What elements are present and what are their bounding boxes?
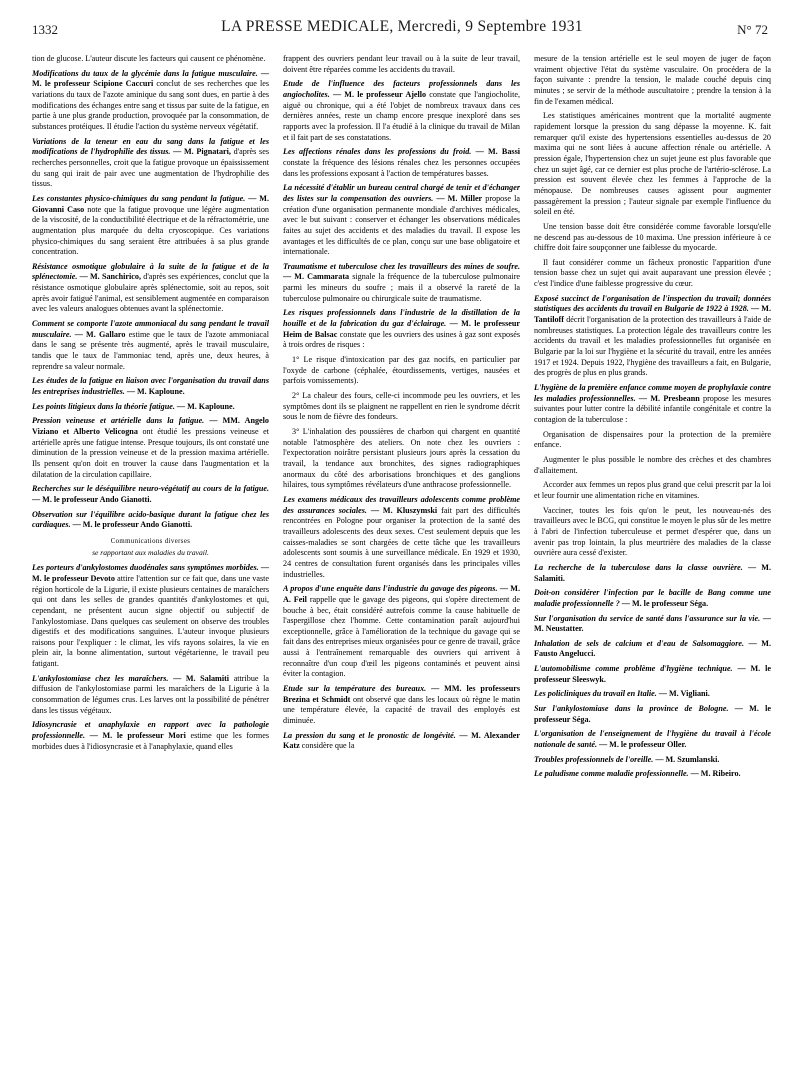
article-body: d'après ses expériences, conclut que la résistance osmotique globulaire après splénectomie, soit au repos, soit après avoir fatigué l'animal, est sensiblement augmentée en comparaison avec les valeurs analogues obtenues avant la splénectomie. [32,272,269,314]
article-title: La pression du sang et le pronostic de longévité. [283,730,460,740]
article-title: A propos d'une enquête dans l'industrie du gavage des pigeons. [283,584,500,594]
article-body: fait part des difficultés rencontrées en Pologne pour organiser la protection de la santé des travailleurs adolescents des deux sexes. C'est seulement depuis que les caisses-maladies se sont chargées de cette tâche que les travailleurs adolescents sont soumis à une surveillance médicale. En 1929 et 1930, 24 centres de consultation furent organisés dans les principales villes industrielles. [283,505,520,579]
article-body: note que la fatigue provoque une légère augmentation de la viscosité, de la conductibilité électrique et de la réfractométrie, une augmentation plus marquée du delta cryoscopique. Ces variations physico-chimiques du sang seraient être attribuées à sa plus grande concentration. [32,204,269,257]
article-author: — M. Kaploune. [176,401,235,411]
article-title: Les risques professionnels dans l'industrie de la distillation de la houille et de la fabrication du gaz d'éclairage. [283,308,520,329]
article-body: d'après ses recherches personnelles, croit que la fatigue provoque un épaississement du sang qui irait de pair avec une augmentation de l'hydrophilie des tissus. [32,147,269,189]
article-body: attire l'attention sur ce fait que, dans une vaste région horticole de la Ligurie, il existe plusieurs centaines de maraîchers qui ont dans les selles de grandes quantités d'ankylostomes et qui, cependant, ne présentent aucun signe objectif ou subjectif de l'ankylostomiase. Dans quelques cas seulement on observe des troubles digestifs et des modifications sanguines. L'auteur invoque plusieurs raisons pour l'expliquer : le climat, les vifs rayons solaires, la vie en plein air, la bonne alimentation, surtout végétarienne, le travail peu fatigant. [32,573,269,669]
page-header [32,18,772,40]
article-author: — M. Cammarata [283,272,350,282]
article-text [283,262,520,305]
risk-item: 2° La chaleur des fours, celle-ci incommode peu les ouvriers, et les symptômes dont ils se plaignent ne rappellent en rien le syndrome décrit sous le nom de fièvre des fondeurs. [283,391,520,422]
column-3 [534,54,771,1074]
article-text [534,769,771,780]
article-title: La nécessité d'établir un bureau central chargé de tenir et d'échanger des listes sur la compensation des ouvriers. [283,183,520,203]
article-text [32,674,269,717]
article-author: — M. Giovanni Caso [32,193,269,214]
article-body: considère que la [299,741,355,751]
article [283,262,520,305]
article-text [534,614,771,635]
article-author: — MM. Angelo Viziano et Alberto Velicogna [32,416,269,436]
article-author: — M. Miller [436,193,483,203]
section-title: Communications diverses [110,537,191,545]
article-text [32,484,269,505]
text-columns [32,54,772,1074]
article [32,319,269,372]
article [32,674,269,717]
article [534,769,771,780]
article-text [32,720,269,752]
article-body: estime que le taux de l'azote ammoniacal dans le sang se présente très augmenté, après le travail musculaire, tandis que le taux de l'ammoniac tend, après une, deux heures, à reprendre sa valeur normale. [32,329,269,371]
article-title: Troubles professionnels de l'oreille. [534,754,656,764]
page-number: 1332 [32,22,58,37]
article-title: Les porteurs d'ankylostomes duodénales sans symptômes morbides. [32,563,261,573]
article-title: Observation sur l'équilibre acido-basique durant la fatigue chez les cardiaques. [32,509,269,530]
article-title: Modifications du taux de la glycémie dans la fatigue musculaire. [32,68,261,78]
article-text [283,308,520,351]
article-author: — M. A. Feil [283,584,520,604]
article-author: — M. le professeur Devoto [32,563,269,583]
article [534,294,771,379]
measure-item: Accorder aux femmes un repos plus grand que celui prescrit par la loi et leur fournir une alimentation riche en vitamines. [534,480,771,500]
article-title: Résistance osmotique globulaire à la suite de la fatigue et de la splénectomie. [32,261,269,282]
article-title: Idiosyncrasie et anaphylaxie en rapport avec la pathologie professionnelle. [32,720,269,741]
article [534,729,771,750]
article [283,308,520,351]
article-author: — M. Alexander Katz [283,730,520,751]
article [32,194,269,258]
article-author: — M. le professeur Ajello [332,89,427,99]
article-text [283,183,520,258]
article [534,563,771,584]
article-title: Les affections rénales dans les professions du froid. [283,147,476,157]
article-text [32,510,269,531]
article [32,137,269,190]
article-body: rappelle que le gavage des pigeons, qui s'opère directement de bouche à bec, était considéré autrefois comme la cause habituelle de l'aspergillose chez l'homme. Cette contamination paraît aujourd'hui exceptionnelle, grâce à l'amélioration de la technique du gavage qui se fait dans des entreprises mieux organisées pour ce genre de travail, grâce aussi à l'entraînement remarquable des ouvriers qui arrivent à reconnaître d'un coup d'œil les pigeons contaminés et peuvent ainsi éviter la contagion. [283,594,520,679]
article-author: — M. le professeur Sleeswyk. [534,664,771,684]
article-title: Les examens médicaux des travailleurs adolescents comme problème des assurances sociales. [283,494,520,515]
article-author: — M. le professeur Scipione Caccuri [32,68,269,89]
article [32,484,269,505]
article-author: — M. Neustatter. [534,613,771,634]
lead-text: Une tension basse doit être considérée comme favorable lorsqu'elle ne descend pas au-dessous de 10 maxima. Une pression inférieure à ce chiffre doit faire soupçonner une faiblesse du myocarde. [534,221,771,253]
article-author: — M. le professeur Séga. [534,704,771,724]
article-author: — M. Presbeann [638,393,700,403]
lead-text: tion de glucose. L'auteur discute les facteurs qui causent ce phénomène. [32,54,266,63]
article-title: L'hygiène de la première enfance comme moyen de prophylaxie contre les maladies professionnelles. [534,383,771,403]
article-title: L'ankylostomiase chez les maraîchers. [32,673,174,683]
article-author: — M. Kluszymski [370,505,438,515]
article [534,383,771,426]
article-author: — M. Kaploune. [126,387,185,397]
article [534,588,771,609]
article-author: — M. Fausto Angelucci. [534,638,771,659]
article-title: Etude sur la température des bureaux. [283,684,432,694]
article-text [283,495,520,580]
column-2 [283,54,520,1074]
article [32,402,269,413]
article-text [32,319,269,372]
article-body: ont étudié les pressions veineuse et artérielle après une fatigue intense. Presque toujours, ils ont constaté une diminution de la pression veineuse et de la pression maxima artérielle. Ils pensent qu'on doit en trouver la cause dans l'augmentation et la dilatation de la circulation capillaire. [32,427,269,479]
article [534,664,771,685]
article-text [283,147,520,179]
article-author: — M. Salamiti. [534,562,771,583]
article [534,704,771,725]
article-author: — MM. les professeurs Brezina et Schmidt [283,684,520,704]
article-text [283,584,520,680]
article [32,720,269,752]
article-text [534,729,771,750]
article-title: Les policliniques du travail en Italie. [534,689,659,699]
article-title: Comment se comporte l'azote ammoniacal du sang pendant le travail musculaire. [32,319,269,339]
article-author: — M. Salamiti [173,673,230,683]
article-text [32,194,269,258]
section-subtitle: se rapportant aux maladies du travail. [92,547,209,557]
article-author: — M. le professeur Oller. [599,740,687,750]
article-title: Les études de la fatigue en liaison avec l'organisation du travail dans les entreprises industrielles. [32,376,269,397]
article [32,262,269,315]
measure-item: Augmenter le plus possible le nombre des crèches et des chambres d'allaitement. [534,454,771,475]
article-title: Doit-on considérer l'infection par le bacille de Bang comme une maladie professionnelle ? [534,588,771,608]
article-text [32,137,269,190]
article-body: ont observé que dans les locaux où règne le matin une température élevée, la capacité de travail des employés est diminuée. [283,694,520,726]
article [32,510,269,531]
article-title: Etude de l'influence des facteurs professionnels dans les angiocholites. [283,79,520,99]
article-text [32,376,269,397]
article [534,639,771,660]
article [283,147,520,179]
article-text [534,588,771,609]
article-text [32,262,269,315]
article-author: — M. Vigliani. [658,689,710,699]
article-author: — M. le professeur Ando Gianotti. [32,494,152,504]
article-text [283,684,520,727]
article-text [534,704,771,725]
column-1 [32,54,269,1074]
article-author: — M. Gallaro [74,329,126,339]
risk-item: 1° Le risque d'intoxication par des gaz nocifs, en particulier par l'oxyde de carbone (céphalée, étourdissements, vertiges, nausées et parfois vomissements). [283,355,520,386]
article-body: décrit l'organisation de la protection des travailleurs à l'aide de nombreuses statistiques. La protection légale des travailleurs contre les accidents du travail et les maladies professionnelles fut organisée en Bulgarie par la loi sur l'hygiène et la sécurité du travail, entre les années 1917 et 1924. Depuis 1922, l'hygiène des travailleurs a fait, en Bulgarie, des progrès de plus en plus grands. [534,315,771,378]
article-text [534,383,771,426]
article [283,495,520,580]
article-text [32,402,269,413]
article [534,614,771,635]
article [534,689,771,700]
article-text [283,79,520,143]
article-body: constate que l'angiocholite, aiguë ou chronique, qui a été l'objet de nombreux travaux dans ces dernières années, reste un champ encore presque inexploré dans ses rapports avec la profession. Il l'a étudié à la clinique du travail de Milan et il fait part de ses constatations. [283,89,520,142]
article-author: — M. le professeur Mori [89,731,186,741]
article-author: — M. Tantiloff [534,304,771,325]
article-author: — M. Ribeiro. [690,769,741,779]
article-title: Les constantes physico-chimiques du sang pendant la fatigue. [32,193,249,203]
measure-item: Organisation de dispensaires pour la protection de la première enfance. [534,429,771,450]
article-title: Sur l'ankylostomiase dans la province de Bologne. [534,704,735,714]
article-text [534,664,771,685]
article [32,69,269,133]
article [283,183,520,258]
article-title: Variations de la teneur en eau du sang dans la fatigue et les modifications de l'hydrophilie des tissus. [32,136,269,157]
article-author: — M. le professeur Heim de Balsac [283,319,520,339]
article-title: Pression veineuse et artérielle dans la fatigue. [32,416,210,426]
lead-text: frappent des ouvriers pendant leur travail ou à la suite de leur travail, doivent être réparées comme les accidents du travail. [283,54,520,74]
article-body: conclut de ses recherches que les variations du taux de l'azote aminique du sang sont dues, en partie à des modifications des échanges entre sang et tissus par suite de la fatigue, en partie à une plus grande production, provoquée par la consommation, de substances protéiques. Il étudie l'action du système nerveux végétatif. [32,79,269,131]
article-text [534,689,771,700]
article-author: — M. le professeur Ando Gianotti. [72,520,193,530]
article-title: L'organisation de l'enseignement de l'hygiène du travail à l'école nationale de santé. [534,729,771,750]
article [283,684,520,727]
article-text [283,731,520,752]
article-body: propose la création d'une organisation permanente mondiale d'archives médicales, avec le but suivant : conserver et échanger les observations médicales faites au sujet des accidents et des maladies du travail. Il expose les avantages et les difficultés de ce plan, conçu sur une base obligatoire et internationale. [283,193,520,257]
article-author: — M. Szumlanski. [655,754,720,764]
article-text [32,69,269,133]
issue-number: N° 72 [737,22,768,37]
article [32,416,269,480]
article-title: Les points litigieux dans la théorie fatigue. [32,401,177,411]
article [283,79,520,143]
article-title: Le paludisme comme maladie professionnelle. [534,769,691,779]
article-title: Inhalation de sels de calcium et d'eau de Salsomaggiore. [534,638,749,648]
article-author: — M. Bassi [475,147,520,157]
article-text [32,563,269,670]
article-author: — M. Sanchirico, [79,272,141,282]
article-body: estime que les formes morbides dues à l'idiosyncrasie et à l'anaphylaxie, quand elles [32,731,269,751]
article [534,755,771,766]
article-text [534,755,771,766]
article [283,584,520,680]
article-text [534,639,771,660]
article-body: signale la fréquence de la tuberculose pulmonaire parmi les mineurs du soufre ; mais il a observé la rareté de la tuberculose pulmonaire ou chirurgicale suite de traumatisme. [283,272,520,303]
article-text [534,563,771,584]
article-title: La recherche de la tuberculose dans la classe ouvrière. [534,562,748,572]
article-text [534,294,771,379]
risk-item: 3° L'inhalation des poussières de charbon qui chargent en quantité notable l'atmosphère des ateliers. On note chez les ouvriers : l'expectoration noirâtre persistant plusieurs jours après la cessation du travail, la tendance aux bronchites, des signes radiographiques anormaux du côté des arborisations bronchiques et des ganglions hilaires, tous symptômes révélateurs d'une anthracose professionnelle. [283,427,520,490]
article [32,563,269,670]
article-author: — M. le professeur Séga. [621,598,709,608]
article-title: Exposé succinct de l'organisation de l'inspection du travail; données statistiques des accidents du travail en Bulgarie de 1922 à 1928. [534,293,771,314]
article-title: Sur l'organisation du service de santé dans l'assurance sur la vie. [534,613,763,623]
article-body: attribue la diffusion de l'ankylostomiase parmi les maraîchers de la Ligurie à la consommation de légumes crus. Les larves ont la possibilité de pénétrer dans les tissus végétaux. [32,673,269,715]
measure-item: Vacciner, toutes les fois qu'on le peut, les nouveau-nés des travailleurs avec le BCG, qui constitue le moyen le plus sûr de les mettre à l'abri de l'infection tuberculeuse et permet d'espérer que, dans un avenir pas trop lointain, la plus meurtrière des maladies de la classe ouvrière aura cessé d'exister. [534,505,771,558]
article-body: propose les mesures suivantes pour lutter contre la débilité infantile congénitale et contre la contagion de la tuberculose : [534,393,771,424]
article-text [32,416,269,480]
article [283,731,520,752]
article-title: Recherches sur le déséquilibre neuro-végétatif au cours de la fatigue. [32,484,269,494]
article-body: constate la fréquence des lésions rénales chez les personnes occupées dans les professions exposant à l'action de températures basses. [283,157,520,178]
article-title: Traumatisme et tuberculose chez les travailleurs des mines de soufre. [283,261,520,271]
journal-title: LA PRESSE MEDICALE, Mercredi, 9 Septembre 1931 [221,18,583,35]
lead-text: Il faut considérer comme un fâcheux pronostic l'apparition d'une tension basse chez un sujet qui avait auparavant une pression élevée ; c'est l'indice d'une faiblesse progressive du cœur. [534,257,771,289]
article [32,376,269,397]
lead-text: mesure de la tension artérielle est le seul moyen de juger de façon vraiment objective l'état du système vasculaire. On procédera de la façon suivante : prendre la tension, le malade couché depuis cinq minutes ; se servir de la méthode auscultatoire ; prendre la tension à la fin de l'examen médical. [534,54,771,106]
lead-text: Les statistiques américaines montrent que la mortalité augmente rapidement lorsque la pression du sang dépasse la moyenne. K. fait remarquer qu'il existe des hypertensions essentielles au-dessus de 20 maxima qui ne sont liées à aucune affection rénale ou artérielle. A pression égale, l'hypertension chez un sujet jeune est plus favorable que chez un sujet âgé, car ce dernier est plus proche de l'artério-sclérose. La pression est souvent élevée chez les femmes à l'approche de la ménopause. De nombreuses causes agissent pour augmenter passagèrement la pression ; l'auteur signale par exemple l'influence du soleil en été. [534,111,771,217]
article-author: — M. Pignatari, [173,147,231,157]
article-body: constate que les ouvriers des usines à gaz sont exposés à trois ordres de risques : [283,329,520,350]
article-title: L'automobilisme comme problème d'hygiène technique. [534,664,738,674]
